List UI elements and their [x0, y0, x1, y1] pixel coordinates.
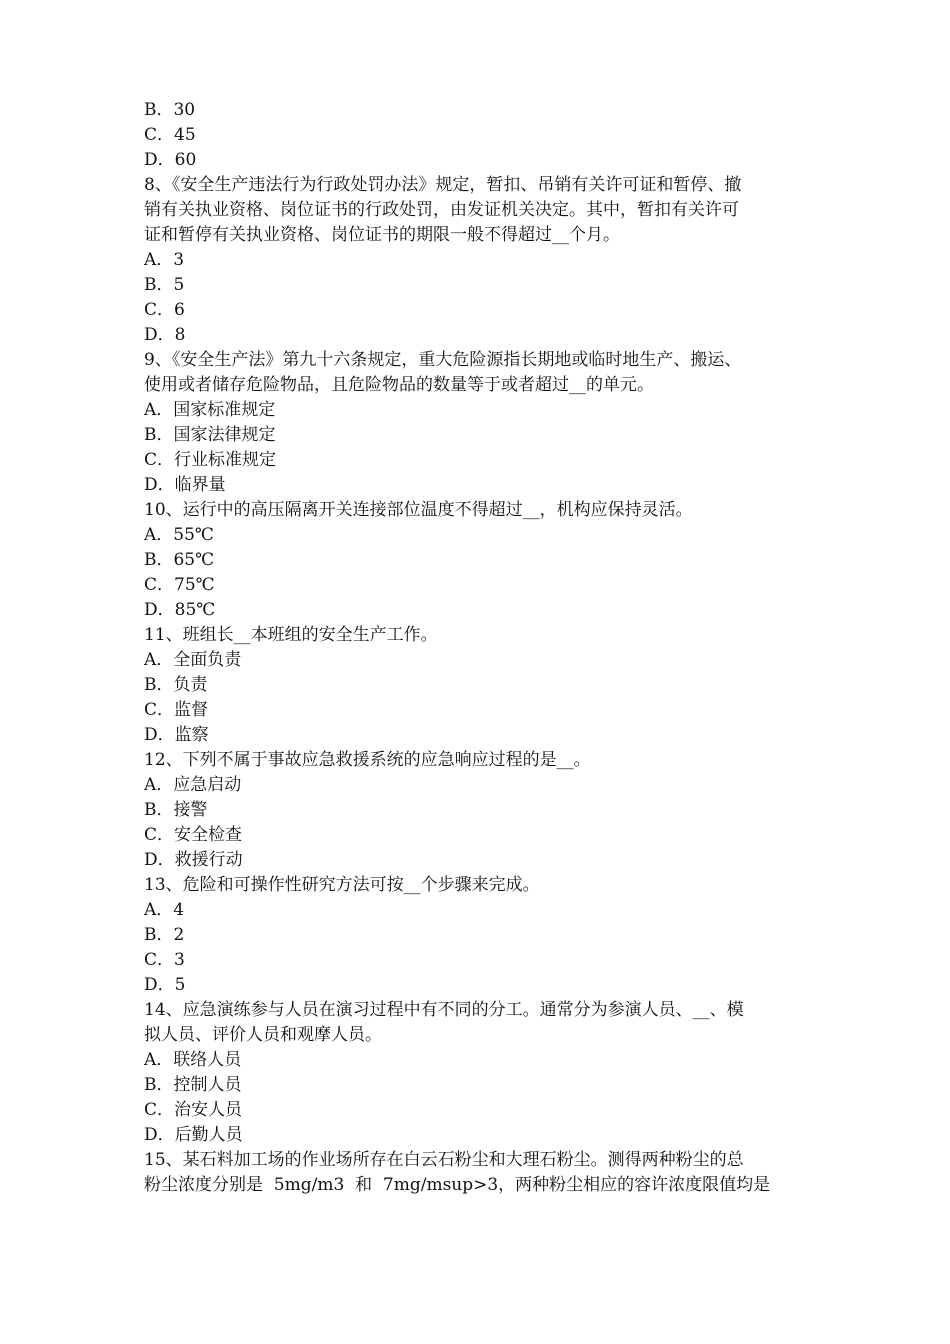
- option-c-q9: C．行业标准规定: [144, 450, 277, 470]
- question-12: 12、下列不属于事故应急救援系统的应急响应过程的是__。: [144, 750, 591, 770]
- option-b-q13: B．2: [144, 925, 185, 945]
- document-page: [144, 98, 812, 1198]
- option-a-q8: A．3: [144, 250, 185, 270]
- option-d-q11: D．监察: [144, 725, 209, 745]
- option-a-q11: A．全面负责: [144, 650, 242, 670]
- question-10: 10、运行中的高压隔离开关连接部位温度不得超过__，机构应保持灵活。: [144, 500, 693, 520]
- option-c-q14: C．治安人员: [144, 1100, 243, 1120]
- option-a-q9: A．国家标准规定: [144, 400, 276, 420]
- option-c-q8: C．6: [144, 300, 185, 320]
- option-d-q7: D．60: [144, 150, 197, 170]
- option-b-q11: B．负责: [144, 675, 208, 695]
- option-c-q13: C．3: [144, 950, 185, 970]
- question-11: 11、班组长__本班组的安全生产工作。: [144, 625, 438, 645]
- option-a-q10: A．55℃: [144, 525, 214, 545]
- option-d-q8: D．8: [144, 325, 186, 345]
- option-b-q9: B．国家法律规定: [144, 425, 276, 445]
- question-9-line-2: 使用或者储存危险物品，且危险物品的数量等于或者超过__的单元。: [144, 375, 654, 395]
- option-c-q10: C．75℃: [144, 575, 215, 595]
- option-b-q14: B．控制人员: [144, 1075, 242, 1095]
- option-b-q7: B．30: [144, 100, 196, 120]
- question-15-line-2: 粉尘浓度分别是 5mg/m3 和 7mg/msup>3，两种粉尘相应的容许浓度限值均是: [144, 1175, 771, 1195]
- option-d-q9: D．临界量: [144, 475, 226, 495]
- question-8-line-3: 证和暂停有关执业资格、岗位证书的期限一般不得超过__个月。: [144, 225, 620, 245]
- option-b-q10: B．65℃: [144, 550, 215, 570]
- option-c-q12: C．安全检查: [144, 825, 243, 845]
- question-14-line-2: 拟人员、评价人员和观摩人员。: [144, 1025, 382, 1045]
- question-15-line-1: 15、某石料加工场的作业场所存在白云石粉尘和大理石粉尘。测得两种粉尘的总: [144, 1150, 744, 1170]
- question-9-line-1: 9、《安全生产法》第九十六条规定，重大危险源指长期地或临时地生产、搬运、: [144, 350, 742, 370]
- option-b-q8: B．5: [144, 275, 185, 295]
- option-c-q7: C．45: [144, 125, 196, 145]
- option-c-q11: C．监督: [144, 700, 209, 720]
- question-14-line-1: 14、应急演练参与人员在演习过程中有不同的分工。通常分为参演人员、__、模: [144, 1000, 744, 1020]
- option-a-q12: A．应急启动: [144, 775, 242, 795]
- question-13: 13、危险和可操作性研究方法可按__个步骤来完成。: [144, 875, 540, 895]
- option-b-q12: B．接警: [144, 800, 208, 820]
- option-d-q13: D．5: [144, 975, 186, 995]
- question-8-line-2: 销有关执业资格、岗位证书的行政处罚，由发证机关决定。其中，暂扣有关许可: [144, 200, 739, 220]
- option-a-q14: A．联络人员: [144, 1050, 242, 1070]
- option-d-q12: D．救援行动: [144, 850, 243, 870]
- option-d-q14: D．后勤人员: [144, 1125, 243, 1145]
- option-d-q10: D．85℃: [144, 600, 216, 620]
- option-a-q13: A．4: [144, 900, 185, 920]
- question-8-line-1: 8、《安全生产违法行为行政处罚办法》规定，暂扣、吊销有关许可证和暂停、撤: [144, 175, 742, 195]
